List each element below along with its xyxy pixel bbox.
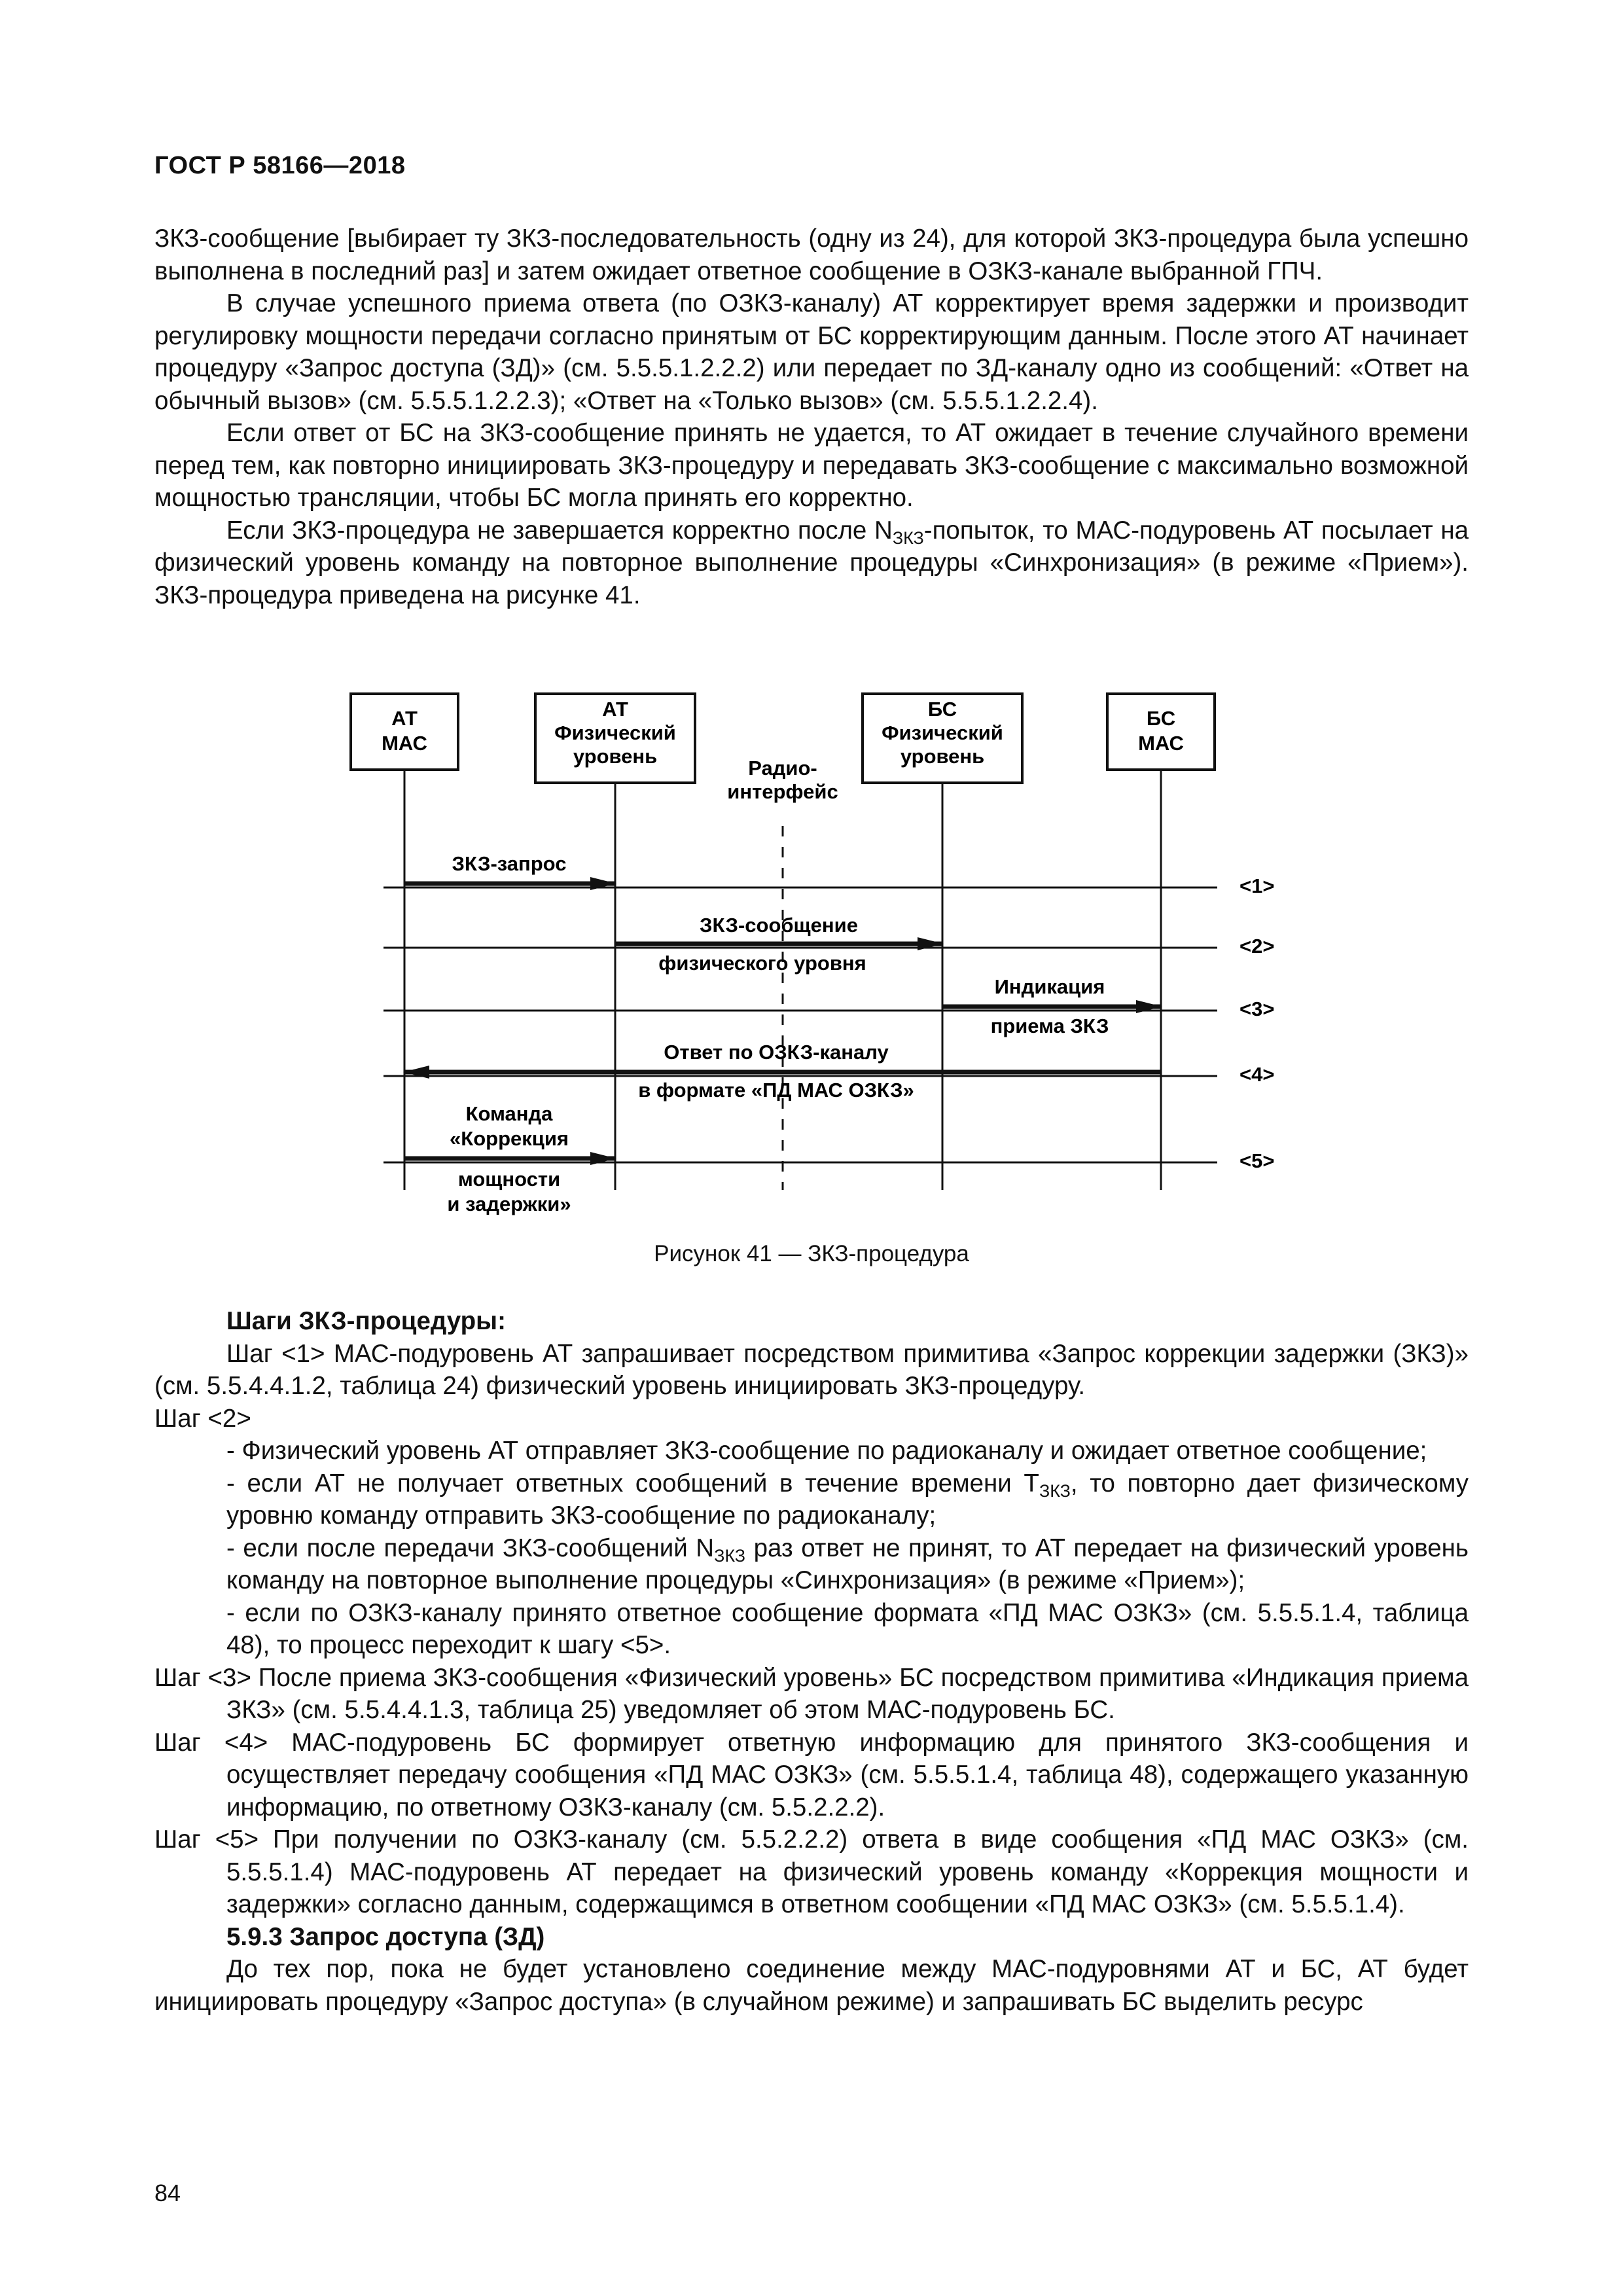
- box-at-phy-line2: Физический: [554, 721, 676, 744]
- page-number: 84: [154, 2179, 181, 2206]
- message-5-line4: и задержки»: [447, 1193, 571, 1215]
- box-at-mac-line2: МАС: [382, 732, 427, 755]
- message-5-line2: «Коррекция: [450, 1127, 569, 1150]
- box-at-mac-line1: АТ: [391, 707, 418, 730]
- intro-paragraph-2: В случае успешного приема ответа (по ОЗКЗ-каналу) АТ корректирует время задержки и производит регулировку мощности передачи согласно принятым от БС корректирующим данным. После этого АТ начинает процедуру «Запрос доступа (ЗД)» (см. 5.5.5.1.2.2.2) или передает по ЗД-каналу одно из сообщений: «Ответ на обычный вызов» (см. 5.5.5.1.2.2.3); «Ответ на «Только вызов» (см. 5.5.5.1.2.2.4).: [154, 289, 1469, 415]
- step-marker-2: <2>: [1240, 935, 1275, 958]
- message-3-line1: Индикация: [994, 975, 1105, 998]
- step-marker-4: <4>: [1240, 1063, 1275, 1086]
- message-1-label: ЗКЗ-запрос: [452, 852, 567, 875]
- message-3-line2: приема ЗКЗ: [990, 1014, 1109, 1037]
- step2-b3-after: раз ответ не принят, то АТ передает на физический уровень команду на повторное выполнение процедуры «Синхронизация» (в режиме «Прием»);: [226, 1534, 1469, 1594]
- intro-paragraph-1: ЗКЗ-сообщение [выбирает ту ЗКЗ-последовательность (одну из 24), для которой ЗКЗ-процедура была успешно выполнена в последний раз] и затем ожидает ответное сообщение в ОЗКЗ-канале выбранной ГПЧ.: [154, 224, 1469, 285]
- step2-b3-before: - если после передачи ЗКЗ-сообщений N: [226, 1534, 715, 1562]
- message-4-line2: в формате «ПД МАС ОЗКЗ»: [638, 1079, 914, 1102]
- intro4-sub: ЗКЗ: [892, 528, 924, 548]
- document-header: ГОСТ Р 58166—2018: [154, 152, 406, 179]
- step-marker-1: <1>: [1240, 874, 1275, 897]
- step2-b2-sub: ЗКЗ: [1039, 1480, 1071, 1501]
- section-title: 5.9.3 Запрос доступа (ЗД): [226, 1922, 545, 1951]
- box-bs-phy-line2: Физический: [882, 721, 1003, 744]
- steps-block: [154, 1305, 1469, 2018]
- step-2-bullet-1: - Физический уровень АТ отправляет ЗКЗ-сообщение по радиоканалу и ожидает ответное сообщение;: [226, 1437, 1427, 1465]
- step2-b3-sub: ЗКЗ: [714, 1545, 746, 1566]
- step-4: Шаг <4> МАС-подуровень БС формирует ответную информацию для принятого ЗКЗ-сообщения и осуществляет передачу сообщения «ПД МАС ОЗКЗ» (см. 5.5.5.1.4, таблица 48), содержащего указанную информацию, по ответному ОЗКЗ-каналу (см. 5.5.2.2.2).: [154, 1728, 1469, 1821]
- step-3: Шаг <3> После приема ЗКЗ-сообщения «Физический уровень» БС посредством примитива «Индикация приема ЗКЗ» (см. 5.5.4.4.1.3, таблица 25) уведомляет об этом МАС-подуровень БС.: [154, 1663, 1469, 1724]
- message-2-line1: ЗКЗ-сообщение: [700, 914, 858, 937]
- step-2-bullet-2: [154, 1467, 1469, 1532]
- radio-interface-line2: интерфейс: [727, 780, 838, 803]
- step-2-label: Шаг <2>: [154, 1404, 251, 1433]
- steps-title: Шаги ЗКЗ-процедуры:: [226, 1307, 506, 1335]
- message-4-line1: Ответ по ОЗКЗ-каналу: [664, 1041, 889, 1064]
- intro4-before: Если ЗКЗ-процедура не завершается корректно после N: [226, 516, 893, 545]
- box-bs-mac-line2: МАС: [1138, 732, 1184, 755]
- step2-b2-before: - если АТ не получает ответных сообщений в течение времени Т: [226, 1469, 1039, 1498]
- step2-b2-after: , то повторно дает физическому уровню команду отправить ЗКЗ-сообщение по радиоканалу;: [226, 1469, 1469, 1530]
- box-at-phy-line1: АТ: [602, 698, 628, 721]
- box-bs-mac-line1: БС: [1146, 707, 1176, 730]
- intro4-after: -попыток, то МАС-подуровень АТ посылает на физический уровень команду на повторное выполнение процедуры «Синхронизация» (в режиме «Прием»). ЗКЗ-процедура приведена на рисунке 41.: [154, 516, 1469, 609]
- step-marker-5: <5>: [1240, 1149, 1275, 1172]
- step-marker-3: <3>: [1240, 997, 1275, 1020]
- message-2-line2: физического уровня: [658, 952, 866, 975]
- step-1: Шаг <1> МАС-подуровень АТ запрашивает посредством примитива «Запрос коррекции задержки (ЗКЗ)» (см. 5.5.4.4.1.2, таблица 24) физический уровень инициировать ЗКЗ-процедуру.: [154, 1339, 1469, 1400]
- section-paragraph: До тех пор, пока не будет установлено соединение между МАС-подуровнями АТ и БС, АТ будет инициировать процедуру «Запрос доступа» (в случайном режиме) и запрашивать БС выделить ресурс: [154, 1955, 1469, 2016]
- box-bs-phy-line1: БС: [927, 698, 957, 721]
- radio-interface-line1: Радио-: [748, 757, 817, 780]
- message-5-line1: Команда: [465, 1102, 553, 1125]
- box-at-phy-line3: уровень: [573, 745, 658, 768]
- step-2-bullet-3: [154, 1532, 1469, 1597]
- step-2-bullet-4: - если по ОЗКЗ-каналу принято ответное сообщение формата «ПД МАС ОЗКЗ» (см. 5.5.5.1.4, таблица 48), то процесс переходит к шагу <5>.: [226, 1598, 1469, 1659]
- step-5: Шаг <5> При получении по ОЗКЗ-каналу (см. 5.5.2.2.2) ответа в виде сообщения «ПД МАС ОЗКЗ» (см. 5.5.5.1.4) МАС-подуровень АТ передает на физический уровень команду «Коррекция мощности и задержки» согласно данным, содержащимся в ответном сообщении «ПД МАС ОЗКЗ» (см. 5.5.5.1.4).: [154, 1825, 1469, 1918]
- intro-paragraph-3: Если ответ от БС на ЗКЗ-сообщение принять не удается, то АТ ожидает в течение случайного времени перед тем, как повторно инициировать ЗКЗ-процедуру и передавать ЗКЗ-сообщение с максимально возможной мощностью трансляции, чтобы БС могла принять его корректно.: [154, 419, 1469, 512]
- message-5-line3: мощности: [457, 1168, 561, 1191]
- figure-caption: Рисунок 41 — ЗКЗ-процедура: [654, 1241, 969, 1266]
- box-bs-phy-line3: уровень: [900, 745, 985, 768]
